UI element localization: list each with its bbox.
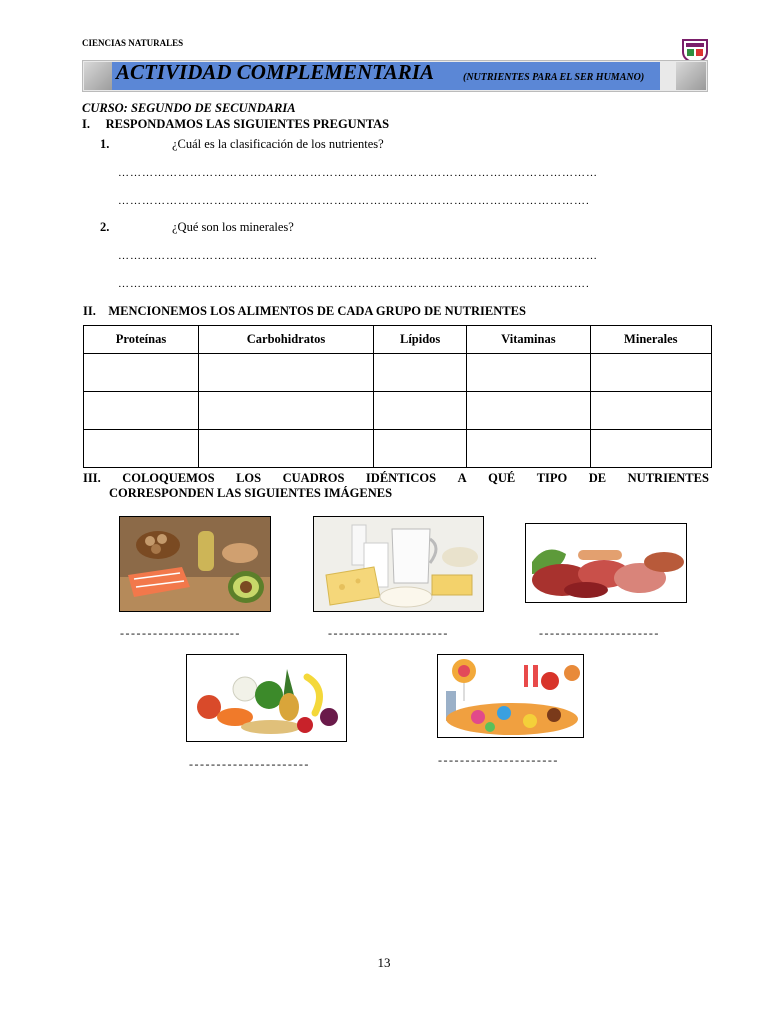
answer-blank: ---------------------- <box>438 753 559 767</box>
heading-word: A <box>457 471 467 485</box>
question-2-text: ¿Qué son los minerales? <box>172 220 294 234</box>
table-cell[interactable] <box>198 430 373 468</box>
heading-word: COLOQUEMOS <box>122 471 215 485</box>
course-label: CURSO: SEGUNDO DE SECUNDARIA <box>82 101 296 115</box>
banner-right-portrait <box>676 62 706 90</box>
table-cell[interactable] <box>198 354 373 392</box>
table-cell[interactable] <box>84 430 199 468</box>
answer-blank: ---------------------- <box>328 626 449 640</box>
table-cell[interactable] <box>590 392 711 430</box>
section-1-heading: I. RESPONDAMOS LAS SIGUIENTES PREGUNTAS <box>82 117 390 131</box>
section-3-number: III. <box>83 471 101 485</box>
answer-blank: ---------------------- <box>539 626 660 640</box>
banner-left-portrait <box>84 62 114 90</box>
column-header: Vitaminas <box>467 326 590 354</box>
column-header: Proteínas <box>84 326 199 354</box>
fruits-vegetables-image <box>186 654 347 742</box>
page-subtitle: (NUTRIENTES PARA EL SER HUMANO) <box>463 72 645 83</box>
table-header-row <box>84 326 712 354</box>
question-1-number: 1. <box>100 137 110 151</box>
table-cell[interactable] <box>374 430 467 468</box>
meat-image <box>525 523 687 603</box>
question-1-text: ¿Cuál es la clasificación de los nutrientes? <box>172 137 384 151</box>
table-cell[interactable] <box>590 430 711 468</box>
table-row <box>84 392 712 430</box>
column-header: Lípidos <box>374 326 467 354</box>
heading-word: CUADROS <box>282 471 345 485</box>
section-2-heading: II. MENCIONEMOS LOS ALIMENTOS DE CADA GRUPO DE NUTRIENTES <box>83 304 526 318</box>
answer-blank: ---------------------- <box>120 626 241 640</box>
subject-label: CIENCIAS NATURALES <box>82 38 184 48</box>
table-row <box>84 354 712 392</box>
heading-word: IDÉNTICOS <box>365 471 437 485</box>
table-cell[interactable] <box>467 430 590 468</box>
healthy-fats-image <box>119 516 271 612</box>
section-3-heading <box>83 471 709 501</box>
dairy-image <box>313 516 484 612</box>
heading-word: LOS <box>236 471 262 485</box>
table-row <box>84 430 712 468</box>
sweets-image <box>437 654 584 738</box>
table-cell[interactable] <box>374 354 467 392</box>
nutrients-table <box>83 325 712 468</box>
answer-line: ………………………………………………………………………………………………………. <box>118 195 590 207</box>
page-number: 13 <box>377 955 391 970</box>
heading-word: TIPO <box>536 471 568 485</box>
table-cell[interactable] <box>84 354 199 392</box>
answer-line: ………………………………………………………………………………………………………. <box>118 278 590 290</box>
table-cell[interactable] <box>198 392 373 430</box>
section-3-heading-line2: CORRESPONDEN LAS SIGUIENTES IMÁGENES <box>109 486 393 500</box>
question-2-number: 2. <box>100 220 110 234</box>
heading-word: NUTRIENTES <box>627 471 709 485</box>
answer-line: ………………………………………………………………………………………………………… <box>118 167 598 179</box>
answer-blank: ---------------------- <box>189 757 310 771</box>
table-cell[interactable] <box>374 392 467 430</box>
table-cell[interactable] <box>590 354 711 392</box>
answer-line: ………………………………………………………………………………………………………… <box>118 250 598 262</box>
column-header: Carbohidratos <box>198 326 373 354</box>
column-header: Minerales <box>590 326 711 354</box>
table-cell[interactable] <box>467 392 590 430</box>
heading-word: DE <box>588 471 607 485</box>
page-title: ACTIVIDAD COMPLEMENTARIA <box>116 60 434 84</box>
table-cell[interactable] <box>467 354 590 392</box>
heading-word: QUÉ <box>488 471 516 485</box>
table-cell[interactable] <box>84 392 199 430</box>
